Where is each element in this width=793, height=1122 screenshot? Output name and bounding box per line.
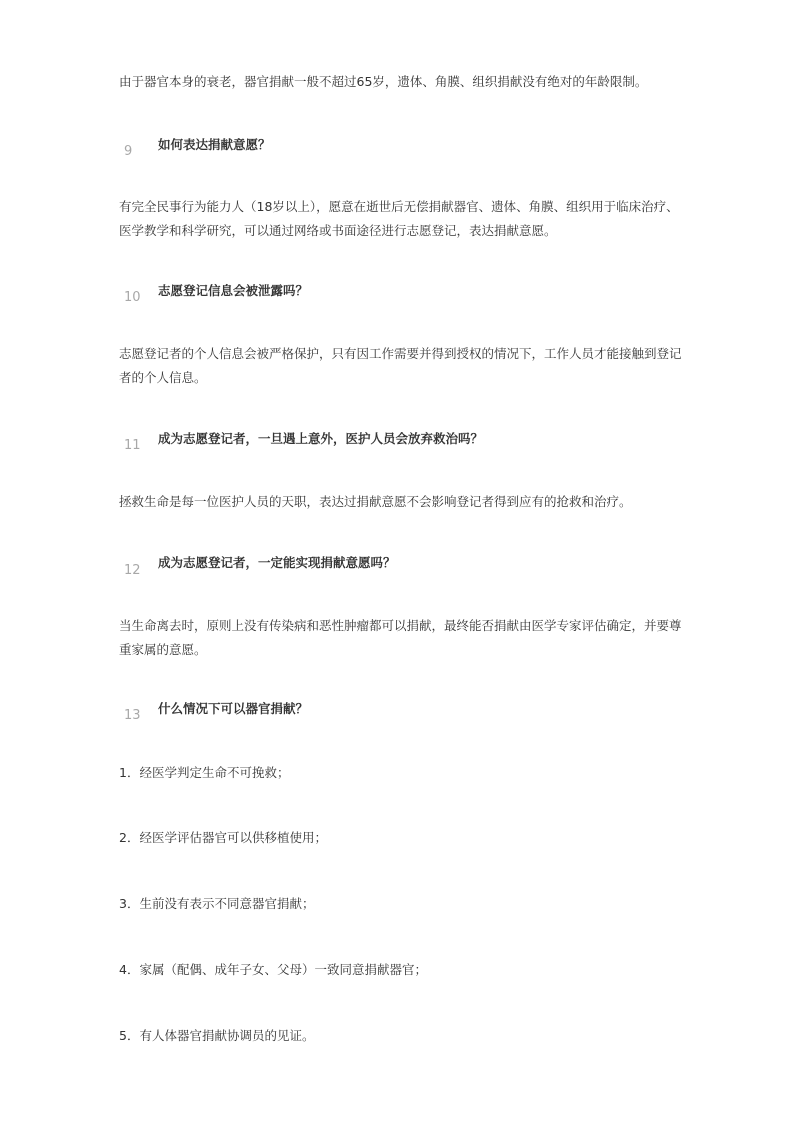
condition-item-5: 5．有人体器官捐献协调员的见证。 [119, 1028, 315, 1043]
answer-paragraph-11: 拯救生命是每一位医护人员的天职，表达过捐献意愿不会影响登记者得到应有的抢救和治疗。 [119, 494, 632, 509]
answer-paragraph-12: 当生命离去时，原则上没有传染病和恶性肿瘤都可以捐献，最终能否捐献由医学专家评估确定，并要尊重家属的意愿。 [119, 618, 682, 657]
condition-item-1: 1．经医学判定生命不可挽救； [119, 765, 290, 780]
question-number-12: 12 [124, 563, 141, 578]
question-number-9: 9 [124, 144, 133, 159]
intro-paragraph: 由于器官本身的衰老，器官捐献一般不超过65岁，遗体、角膜、组织捐献没有绝对的年龄限制。 [119, 74, 648, 89]
question-title-11: 成为志愿登记者，一旦遇上意外，医护人员会放弃救治吗？ [158, 431, 484, 446]
question-number-11: 11 [124, 438, 141, 453]
condition-item-2: 2．经医学评估器官可以供移植使用； [119, 830, 327, 845]
question-number-10: 10 [124, 290, 141, 305]
question-number-13: 13 [124, 708, 141, 723]
answer-paragraph-9: 有完全民事行为能力人（18岁以上），愿意在逝世后无偿捐献器官、遗体、角膜、组织用于临床治疗、医学教学和科学研究，可以通过网络或书面途径进行志愿登记，表达捐献意愿。 [119, 199, 679, 238]
answer-paragraph-10: 志愿登记者的个人信息会被严格保护，只有因工作需要并得到授权的情况下，工作人员才能接触到登记者的个人信息。 [119, 346, 682, 385]
condition-item-4: 4．家属（配偶、成年子女、父母）一致同意捐献器官； [119, 962, 427, 977]
condition-item-3: 3．生前没有表示不同意器官捐献； [119, 896, 315, 911]
question-title-10: 志愿登记信息会被泄露吗？ [158, 283, 309, 298]
question-title-13: 什么情况下可以器官捐献？ [158, 701, 309, 716]
question-title-9: 如何表达捐献意愿？ [158, 137, 271, 152]
question-title-12: 成为志愿登记者，一定能实现捐献意愿吗？ [158, 555, 396, 570]
